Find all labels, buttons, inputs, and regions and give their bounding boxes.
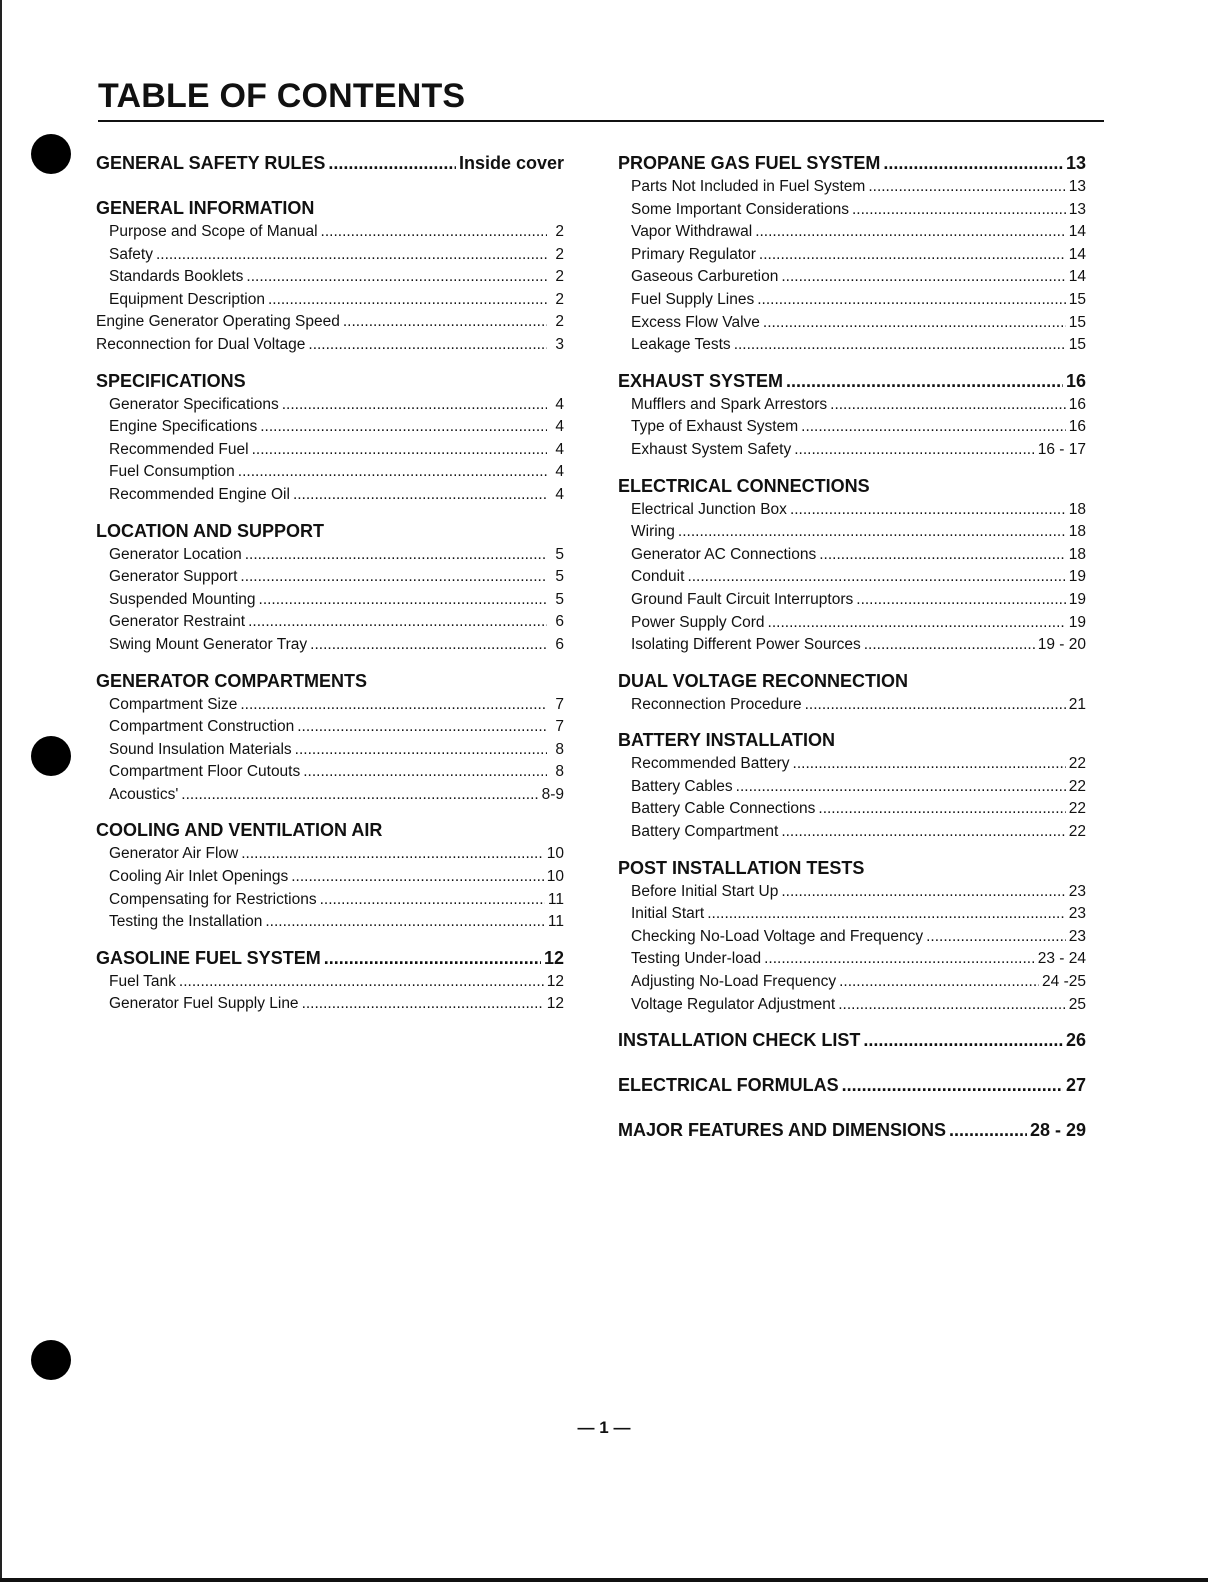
dot-leader bbox=[863, 1027, 1063, 1053]
toc-entry bbox=[96, 716, 564, 739]
toc-entry-page: 12 bbox=[546, 972, 564, 990]
toc-entry-page: 6 bbox=[555, 635, 564, 653]
toc-entry bbox=[96, 634, 564, 657]
toc-heading-page: 27 bbox=[1065, 1075, 1086, 1096]
dot-leader bbox=[764, 948, 1035, 971]
toc-entry-page: 8-9 bbox=[541, 785, 564, 803]
toc-entry-label: Exhaust System Safety bbox=[631, 440, 792, 458]
toc-entry bbox=[618, 521, 1086, 544]
toc-entry bbox=[96, 244, 564, 267]
toc-entry-label: Electrical Junction Box bbox=[631, 500, 787, 518]
toc-entry-label: Recommended Battery bbox=[631, 755, 790, 773]
toc-entry-page: 22 bbox=[1068, 777, 1086, 795]
toc-entry-page: 14 bbox=[1068, 268, 1086, 286]
toc-entry bbox=[618, 903, 1086, 926]
toc-entry bbox=[96, 439, 564, 462]
toc-entry-label: Battery Cable Connections bbox=[631, 800, 816, 818]
toc-entry-label: Primary Regulator bbox=[631, 245, 756, 263]
dot-leader bbox=[248, 611, 547, 634]
toc-heading-label: GENERATOR COMPARTMENTS bbox=[96, 670, 368, 691]
dot-leader bbox=[343, 311, 547, 334]
dot-leader bbox=[852, 199, 1066, 222]
toc-entry bbox=[96, 566, 564, 589]
toc-entry bbox=[96, 461, 564, 484]
punch-hole-middle bbox=[31, 736, 71, 776]
toc-entry-page: 8 bbox=[555, 740, 564, 758]
toc-heading bbox=[618, 855, 1086, 881]
toc-heading-label: ELECTRICAL CONNECTIONS bbox=[618, 475, 870, 496]
toc-heading bbox=[618, 1072, 1086, 1098]
toc-entry-label: Voltage Regulator Adjustment bbox=[631, 995, 836, 1013]
dot-leader bbox=[790, 499, 1066, 522]
punch-hole-bottom bbox=[31, 1340, 71, 1380]
dot-leader bbox=[949, 1117, 1027, 1143]
toc-entry bbox=[618, 821, 1086, 844]
toc-entry-label: Acoustics' bbox=[109, 785, 179, 803]
toc-entry-page: 3 bbox=[555, 335, 564, 353]
toc-entry-label: Adjusting No-Load Frequency bbox=[631, 973, 837, 991]
toc-entry-label: Isolating Different Power Sources bbox=[631, 636, 861, 654]
toc-entry bbox=[96, 739, 564, 762]
dot-leader bbox=[793, 753, 1066, 776]
toc-entry-page: 18 bbox=[1068, 545, 1086, 563]
dot-leader bbox=[238, 461, 547, 484]
toc-heading-label: MAJOR FEATURES AND DIMENSIONS bbox=[618, 1120, 947, 1141]
dot-leader bbox=[856, 589, 1065, 612]
toc-entry bbox=[96, 334, 564, 357]
toc-entry bbox=[618, 948, 1086, 971]
toc-entry bbox=[618, 439, 1086, 462]
toc-entry-page: 21 bbox=[1068, 695, 1086, 713]
toc-entry-page: 15 bbox=[1068, 313, 1086, 331]
toc-entry-label: Compensating for Restrictions bbox=[109, 890, 317, 908]
toc-heading bbox=[96, 368, 564, 394]
toc-entry-page: 16 bbox=[1068, 418, 1086, 436]
toc-entry bbox=[618, 753, 1086, 776]
title-rule bbox=[98, 120, 1104, 122]
dot-leader bbox=[763, 312, 1066, 335]
toc-left-column bbox=[96, 150, 564, 1027]
toc-section-cooling-and-ventilation-air bbox=[96, 817, 564, 933]
toc-entry-label: Generator Restraint bbox=[109, 613, 246, 631]
dot-leader bbox=[759, 244, 1066, 267]
page-number: — 1 — bbox=[577, 1418, 631, 1437]
toc-entry-label: Battery Compartment bbox=[631, 823, 779, 841]
dot-leader bbox=[801, 416, 1066, 439]
toc-heading bbox=[618, 727, 1086, 753]
toc-heading bbox=[96, 195, 564, 221]
toc-entry bbox=[618, 926, 1086, 949]
dot-leader bbox=[768, 612, 1066, 635]
toc-entry-label: Sound Insulation Materials bbox=[109, 740, 292, 758]
dot-leader bbox=[842, 1072, 1063, 1098]
toc-entry-label: Ground Fault Circuit Interruptors bbox=[631, 590, 854, 608]
toc-section-exhaust-system bbox=[618, 368, 1086, 462]
dot-leader bbox=[303, 761, 547, 784]
toc-heading bbox=[96, 668, 564, 694]
toc-entry-label: Generator Fuel Supply Line bbox=[109, 995, 299, 1013]
toc-entry-label: Testing the Installation bbox=[109, 913, 263, 931]
dot-leader bbox=[883, 150, 1063, 176]
toc-entry-label: Power Supply Cord bbox=[631, 613, 765, 631]
toc-entry bbox=[618, 312, 1086, 335]
dot-leader bbox=[781, 266, 1065, 289]
toc-entry-page: 16 - 17 bbox=[1037, 440, 1086, 458]
toc-section-location-and-support bbox=[96, 518, 564, 657]
toc-entry-label: Fuel Consumption bbox=[109, 463, 235, 481]
toc-entry-label: Safety bbox=[109, 245, 153, 263]
toc-entry bbox=[618, 798, 1086, 821]
toc-entry-label: Testing Under-load bbox=[631, 950, 762, 968]
toc-entry-page: 24 -25 bbox=[1042, 973, 1086, 991]
toc-entry-page: 23 bbox=[1068, 882, 1086, 900]
toc-entry-page: 2 bbox=[555, 223, 564, 240]
dot-leader bbox=[291, 866, 544, 889]
toc-entry-page: 18 bbox=[1068, 500, 1086, 518]
toc-right-column bbox=[618, 150, 1086, 1162]
toc-heading-label: DUAL VOLTAGE RECONNECTION bbox=[618, 670, 909, 691]
toc-entry-page: 19 - 20 bbox=[1037, 636, 1086, 654]
toc-entry-page: 11 bbox=[547, 890, 564, 908]
toc-heading bbox=[96, 518, 564, 544]
toc-heading-label: PROPANE GAS FUEL SYSTEM bbox=[618, 153, 881, 173]
toc-heading bbox=[618, 368, 1086, 394]
toc-entry-page: 13 bbox=[1068, 200, 1086, 218]
toc-entry bbox=[618, 544, 1086, 567]
toc-entry-label: Purpose and Scope of Manual bbox=[109, 223, 318, 240]
toc-entry-page: 13 bbox=[1068, 178, 1086, 195]
toc-entry bbox=[618, 394, 1086, 417]
dot-leader bbox=[781, 821, 1065, 844]
toc-entry bbox=[618, 289, 1086, 312]
toc-entry bbox=[96, 311, 564, 334]
toc-entry-page: 23 bbox=[1068, 905, 1086, 923]
toc-entry bbox=[618, 221, 1086, 244]
dot-leader bbox=[736, 776, 1066, 799]
toc-entry-label: Compartment Size bbox=[109, 695, 238, 713]
toc-heading-label: ELECTRICAL FORMULAS bbox=[618, 1075, 839, 1096]
dot-leader bbox=[293, 484, 547, 507]
toc-entry bbox=[96, 971, 564, 994]
dot-leader bbox=[838, 994, 1066, 1017]
toc-entry-page: 22 bbox=[1068, 755, 1086, 773]
toc-entry-page: 15 bbox=[1068, 336, 1086, 354]
toc-entry-label: Parts Not Included in Fuel System bbox=[631, 178, 866, 195]
toc-entry-page: 5 bbox=[555, 568, 564, 586]
toc-entry-page: 18 bbox=[1068, 523, 1086, 541]
toc-entry-label: Suspended Mounting bbox=[109, 590, 256, 608]
toc-section-major-features-and-dimensions bbox=[618, 1117, 1086, 1143]
toc-entry-label: Excess Flow Valve bbox=[631, 313, 760, 331]
dot-leader bbox=[805, 694, 1066, 717]
toc-entry-label: Wiring bbox=[631, 523, 675, 541]
toc-heading bbox=[96, 817, 564, 843]
dot-leader bbox=[678, 521, 1066, 544]
toc-entry bbox=[96, 843, 564, 866]
dot-leader bbox=[328, 150, 456, 176]
toc-section-dual-voltage-reconnection bbox=[618, 668, 1086, 717]
dot-leader bbox=[252, 439, 547, 462]
toc-entry-page: 7 bbox=[555, 718, 564, 736]
dot-leader bbox=[321, 221, 547, 244]
toc-entry bbox=[96, 589, 564, 612]
toc-entry bbox=[618, 634, 1086, 657]
toc-entry-label: Before Initial Start Up bbox=[631, 882, 779, 900]
toc-heading-page: 26 bbox=[1065, 1030, 1086, 1051]
toc-heading bbox=[96, 150, 564, 176]
dot-leader bbox=[839, 971, 1039, 994]
dot-leader bbox=[260, 416, 547, 439]
toc-entry-label: Swing Mount Generator Tray bbox=[109, 635, 308, 653]
toc-entry bbox=[618, 176, 1086, 199]
toc-entry-label: Fuel Supply Lines bbox=[631, 290, 755, 308]
toc-entry-label: Some Important Considerations bbox=[631, 200, 849, 218]
toc-heading-label: LOCATION AND SUPPORT bbox=[96, 520, 324, 541]
toc-section-electrical-formulas bbox=[618, 1072, 1086, 1098]
dot-leader bbox=[156, 244, 547, 267]
dot-leader bbox=[297, 716, 547, 739]
toc-entry-page: 23 bbox=[1068, 927, 1086, 945]
punch-hole-top bbox=[31, 134, 71, 174]
toc-entry bbox=[618, 589, 1086, 612]
toc-entry bbox=[96, 416, 564, 439]
toc-heading-label: GENERAL SAFETY RULES bbox=[96, 153, 326, 173]
dot-leader bbox=[320, 889, 545, 912]
toc-section-electrical-connections bbox=[618, 473, 1086, 657]
toc-heading-page: 28 - 29 bbox=[1029, 1120, 1086, 1141]
dot-leader bbox=[786, 368, 1063, 394]
dot-leader bbox=[295, 739, 547, 762]
dot-leader bbox=[781, 881, 1065, 904]
toc-entry-page: 5 bbox=[555, 545, 564, 563]
toc-entry-label: Recommended Fuel bbox=[109, 440, 249, 458]
toc-entry bbox=[618, 199, 1086, 222]
toc-entry bbox=[618, 499, 1086, 522]
toc-section-general-safety-rules bbox=[96, 150, 564, 176]
toc-entry-label: Generator Location bbox=[109, 545, 242, 563]
dot-leader bbox=[707, 903, 1066, 926]
dot-leader bbox=[268, 289, 547, 312]
dot-leader bbox=[179, 971, 544, 994]
dot-leader bbox=[868, 176, 1065, 199]
toc-heading-label: INSTALLATION CHECK LIST bbox=[618, 1030, 861, 1051]
dot-leader bbox=[282, 394, 547, 417]
toc-entry-page: 10 bbox=[546, 845, 564, 863]
toc-heading-page: 13 bbox=[1065, 153, 1086, 173]
toc-section-post-installation-tests bbox=[618, 855, 1086, 1017]
toc-heading-label: BATTERY INSTALLATION bbox=[618, 730, 835, 751]
toc-entry bbox=[96, 611, 564, 634]
toc-entry bbox=[618, 566, 1086, 589]
toc-entry-label: Compartment Construction bbox=[109, 718, 295, 736]
dot-leader bbox=[246, 266, 547, 289]
toc-entry bbox=[618, 612, 1086, 635]
toc-entry-label: Generator AC Connections bbox=[631, 545, 817, 563]
toc-entry bbox=[96, 544, 564, 567]
toc-heading bbox=[618, 668, 1086, 694]
toc-entry bbox=[96, 289, 564, 312]
toc-heading-label: GASOLINE FUEL SYSTEM bbox=[96, 947, 321, 968]
dot-leader bbox=[259, 589, 547, 612]
toc-entry bbox=[96, 911, 564, 934]
dot-leader bbox=[819, 544, 1066, 567]
toc-entry bbox=[96, 889, 564, 912]
toc-entry-page: 2 bbox=[555, 290, 564, 308]
toc-entry-label: Conduit bbox=[631, 568, 685, 586]
dot-leader bbox=[687, 566, 1065, 589]
dot-leader bbox=[241, 843, 544, 866]
toc-entry-page: 14 bbox=[1068, 245, 1086, 263]
toc-entry-label: Initial Start bbox=[631, 905, 705, 923]
toc-heading-page: 16 bbox=[1065, 370, 1086, 391]
toc-entry-page: 19 bbox=[1068, 568, 1086, 586]
dot-leader bbox=[755, 221, 1066, 244]
toc-heading-page: Inside cover bbox=[458, 153, 564, 173]
toc-entry bbox=[96, 784, 564, 807]
toc-entry bbox=[618, 694, 1086, 717]
toc-heading bbox=[96, 945, 564, 971]
toc-entry bbox=[96, 221, 564, 244]
toc-section-specifications bbox=[96, 368, 564, 507]
dot-leader bbox=[830, 394, 1066, 417]
page-title: TABLE OF CONTENTS bbox=[98, 77, 466, 115]
toc-entry-page: 4 bbox=[555, 485, 564, 503]
toc-entry-page: 19 bbox=[1068, 590, 1086, 608]
toc-entry-page: 6 bbox=[555, 613, 564, 631]
toc-entry-page: 4 bbox=[555, 418, 564, 436]
toc-entry-page: 10 bbox=[546, 868, 564, 886]
toc-entry-label: Compartment Floor Cutouts bbox=[109, 763, 301, 781]
toc-entry bbox=[618, 971, 1086, 994]
toc-entry-page: 11 bbox=[547, 913, 564, 931]
toc-entry-label: Checking No-Load Voltage and Frequency bbox=[631, 927, 924, 945]
toc-entry-page: 19 bbox=[1068, 613, 1086, 631]
toc-entry bbox=[96, 694, 564, 717]
toc-entry bbox=[96, 866, 564, 889]
toc-entry-label: Type of Exhaust System bbox=[631, 418, 799, 436]
toc-entry-page: 14 bbox=[1068, 223, 1086, 241]
toc-section-battery-installation bbox=[618, 727, 1086, 843]
toc-entry-page: 4 bbox=[555, 395, 564, 413]
toc-entry-page: 2 bbox=[555, 268, 564, 286]
toc-section-generator-compartments bbox=[96, 668, 564, 807]
toc-entry-page: 2 bbox=[555, 245, 564, 263]
toc-heading-page: 12 bbox=[543, 947, 564, 968]
toc-heading-label: GENERAL INFORMATION bbox=[96, 198, 315, 218]
toc-entry bbox=[618, 416, 1086, 439]
toc-entry-page: 15 bbox=[1068, 290, 1086, 308]
dot-leader bbox=[757, 289, 1066, 312]
toc-entry-page: 7 bbox=[555, 695, 564, 713]
dot-leader bbox=[324, 945, 541, 971]
dot-leader bbox=[310, 634, 547, 657]
toc-entry-page: 2 bbox=[555, 313, 564, 331]
toc-entry-label: Engine Specifications bbox=[109, 418, 258, 436]
toc-entry-page: 4 bbox=[555, 440, 564, 458]
dot-leader bbox=[926, 926, 1066, 949]
toc-entry-label: Reconnection Procedure bbox=[631, 695, 802, 713]
dot-leader bbox=[302, 993, 544, 1016]
toc-entry-label: Generator Support bbox=[109, 568, 238, 586]
dot-leader bbox=[734, 334, 1066, 357]
toc-entry bbox=[618, 266, 1086, 289]
toc-entry-label: Equipment Description bbox=[109, 290, 265, 308]
toc-entry-label: Gaseous Carburetion bbox=[631, 268, 779, 286]
toc-entry-page: 25 bbox=[1068, 995, 1086, 1013]
toc-heading bbox=[618, 473, 1086, 499]
toc-entry bbox=[96, 266, 564, 289]
toc-entry-label: Standards Booklets bbox=[109, 268, 244, 286]
toc-heading-label: POST INSTALLATION TESTS bbox=[618, 857, 865, 878]
toc-entry bbox=[96, 761, 564, 784]
toc-entry-label: Mufflers and Spark Arrestors bbox=[631, 395, 828, 413]
toc-entry bbox=[618, 994, 1086, 1017]
toc-entry-page: 22 bbox=[1068, 800, 1086, 818]
toc-section-gasoline-fuel-system bbox=[96, 945, 564, 1016]
toc-entry bbox=[618, 881, 1086, 904]
scan-bottom-border bbox=[0, 1578, 1208, 1582]
toc-heading bbox=[618, 1117, 1086, 1143]
toc-entry-label: Leakage Tests bbox=[631, 336, 731, 354]
toc-heading bbox=[618, 1027, 1086, 1053]
toc-heading-label: COOLING AND VENTILATION AIR bbox=[96, 820, 383, 841]
dot-leader bbox=[308, 334, 547, 357]
toc-entry-label: Generator Air Flow bbox=[109, 845, 239, 863]
dot-leader bbox=[265, 911, 545, 934]
dot-leader bbox=[240, 694, 547, 717]
dot-leader bbox=[818, 798, 1065, 821]
toc-section-installation-check-list bbox=[618, 1027, 1086, 1053]
toc-entry-label: Reconnection for Dual Voltage bbox=[96, 335, 306, 353]
toc-entry-page: 5 bbox=[555, 590, 564, 608]
toc-entry-page: 12 bbox=[546, 995, 564, 1013]
dot-leader bbox=[245, 544, 547, 567]
dot-leader bbox=[240, 566, 547, 589]
dot-leader bbox=[181, 784, 538, 807]
dot-leader bbox=[864, 634, 1035, 657]
toc-entry bbox=[618, 776, 1086, 799]
toc-entry-label: Engine Generator Operating Speed bbox=[96, 313, 340, 331]
toc-entry bbox=[618, 244, 1086, 267]
toc-entry-page: 8 bbox=[555, 763, 564, 781]
toc-section-general-information bbox=[96, 195, 564, 357]
dot-leader bbox=[794, 439, 1034, 462]
toc-entry-label: Cooling Air Inlet Openings bbox=[109, 868, 289, 886]
toc-entry-label: Generator Specifications bbox=[109, 395, 279, 413]
toc-entry-page: 16 bbox=[1068, 395, 1086, 413]
toc-entry bbox=[96, 394, 564, 417]
toc-entry bbox=[96, 484, 564, 507]
toc-entry-label: Battery Cables bbox=[631, 777, 733, 795]
toc-heading bbox=[618, 150, 1086, 176]
toc-heading-label: EXHAUST SYSTEM bbox=[618, 370, 784, 391]
toc-entry-page: 23 - 24 bbox=[1037, 950, 1086, 968]
toc-entry-page: 4 bbox=[555, 463, 564, 481]
toc-heading-label: SPECIFICATIONS bbox=[96, 370, 246, 391]
toc-entry-label: Fuel Tank bbox=[109, 972, 176, 990]
toc-entry-label: Recommended Engine Oil bbox=[109, 485, 290, 503]
scan-left-border bbox=[0, 0, 2, 1582]
toc-entry-page: 22 bbox=[1068, 823, 1086, 841]
toc-entry bbox=[96, 993, 564, 1016]
toc-entry bbox=[618, 334, 1086, 357]
toc-entry-label: Vapor Withdrawal bbox=[631, 223, 753, 241]
toc-section-propane-gas-fuel-system bbox=[618, 150, 1086, 357]
